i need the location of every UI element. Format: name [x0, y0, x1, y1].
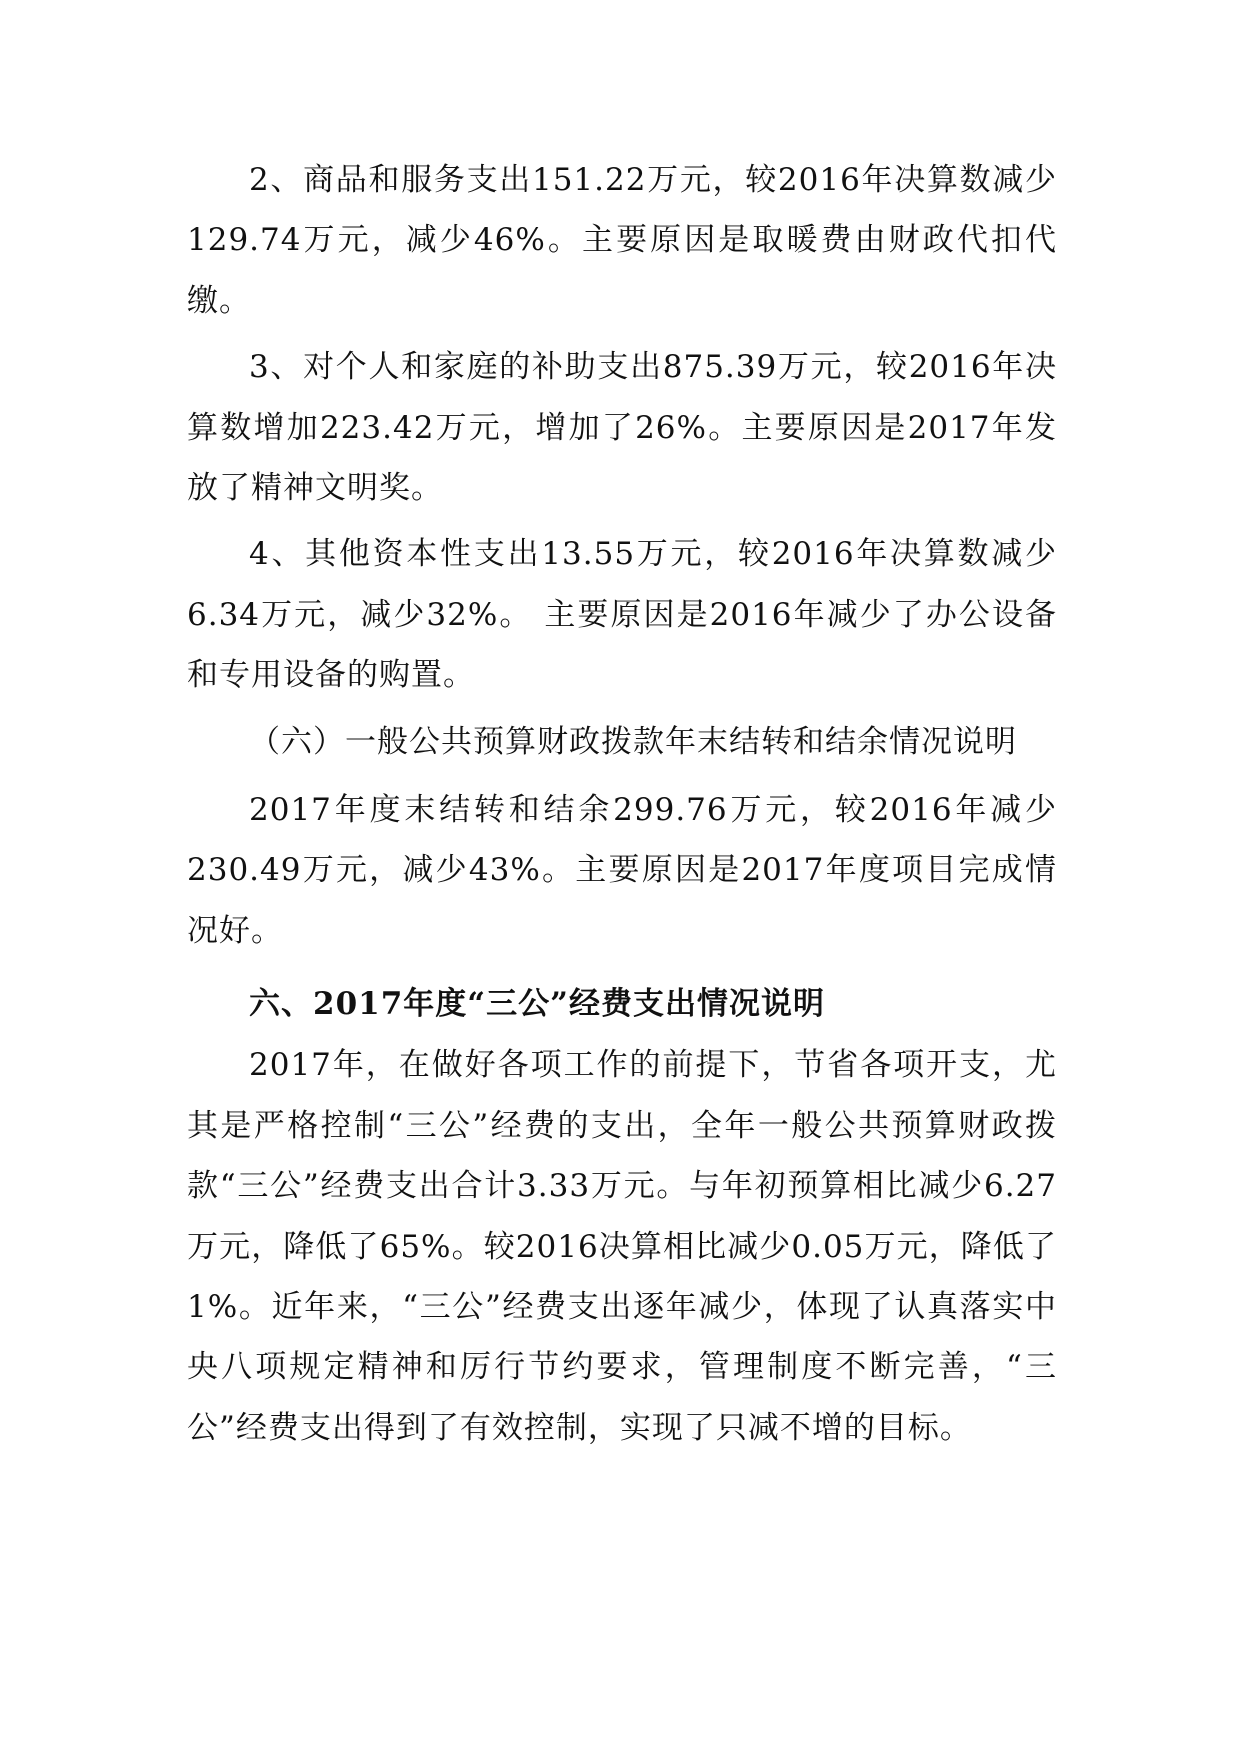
paragraph-household-subsidy-expenditure: 3、对个人和家庭的补助支出875.39万元，较2016年决算数增加223.42万元，增加了26%。主要原因是2017年发放了精神文明奖。 [187, 349, 1057, 507]
paragraph-other-capital-expenditure: 4、其他资本性支出13.55万元，较2016年决算数减少6.34万元，减少32%。 主要原因是2016年减少了办公设备和专用设备的购置。 [187, 536, 1057, 694]
paragraph-goods-services-expenditure: 2、商品和服务支出151.22万元，较2016年决算数减少129.74万元，减少46%。主要原因是取暖费由财政代扣代缴。 [187, 162, 1057, 319]
paragraph-year-end-balance: 2017年度末结转和结余299.76万元，较2016年减少230.49万元，减少43%。主要原因是2017年度项目完成情况好。 [187, 792, 1057, 949]
paragraph-section-six-title: （六）一般公共预算财政拨款年末结转和结余情况说明 [249, 723, 1017, 760]
paragraph-three-public-expenses: 2017年，在做好各项工作的前提下，节省各项开支，尤其是严格控制“三公”经费的支出，全年一般公共预算财政拨款“三公”经费支出合计3.33万元。与年初预算相比减少6.27万元，降低了65%。较2016决算相比减少0.05万元，降低了1%。近年来，“三公”经费支出逐年减少，体现了认真落实中央八项规定精神和厉行节约要求，管理制度不断完善，“三公”经费支出得到了有效控制，实现了只减不增的目标。 [187, 1047, 1057, 1446]
document-body [187, 150, 1057, 1458]
section-heading-three-public-expenses: 六、2017年度“三公”经费支出情况说明 [249, 986, 825, 1023]
